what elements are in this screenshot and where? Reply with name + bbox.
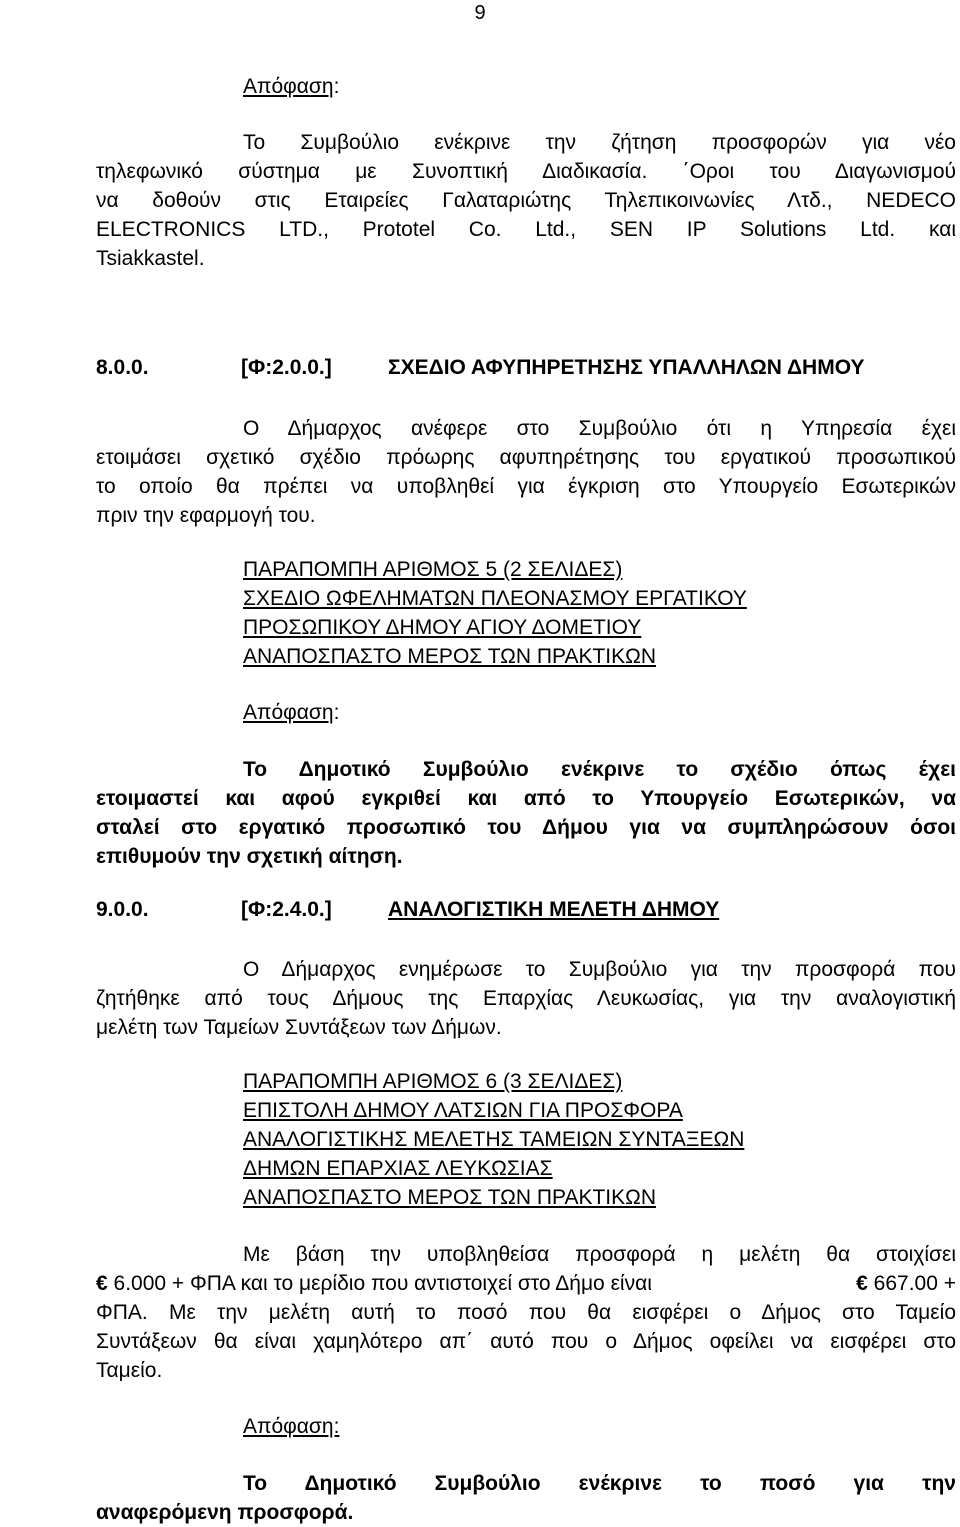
section-title: ΑΝΑΛΟΓΙΣΤΙΚΗ ΜΕΛΕΤΗ ΔΗΜΟΥ (388, 898, 720, 921)
section-body: Ο Δήμαρχος ανέφερε στο Συμβούλιο ότι η Υπηρεσία έχει ετοιμάσει σχετικό σχέδιο πρόωρης αφυπηρέτησης του εργατικού προσωπικού το οποίο θα πρέπει να υποβληθεί για έγκριση στο Υπουργείο Εσωτερικών πριν την εφαρμογή του. (96, 417, 956, 527)
section-title: ΣΧΕΔΙΟ ΑΦΥΠΗΡΕΤΗΣΗΣ ΥΠΑΛΛΗΛΩΝ ΔΗΜΟΥ (388, 356, 865, 379)
section-heading-9 (96, 898, 719, 922)
decision-label: Απόφαση: (243, 701, 340, 724)
decision-text: Το Συμβούλιο ενέκρινε την ζήτηση προσφορών για νέο τηλεφωνικό σύστημα με Συνοπτική Διαδικασία. ΄Οροι του Διαγωνισμού να δοθούν στις Εταιρείες Γαλαταριώτης Τηλεπικοινωνίες Λτδ., NEDECO ELECTRONICS LTD., Prototel Co. Ltd., SEN IP Solutions Ltd. και Tsiakkastel. (96, 131, 956, 270)
euro-symbol: € (856, 1272, 868, 1295)
reference-block: ΠΑΡΑΠΟΜΠΗ ΑΡΙΘΜΟΣ 6 (3 ΣΕΛΙΔΕΣ) ΕΠΙΣΤΟΛΗ ΔΗΜΟΥ ΛΑΤΣΙΩΝ ΓΙΑ ΠΡΟΣΦΟΡΑ ΑΝΑΛΟΓΙΣΤΙΚΗΣ ΜΕΛΕΤΗΣ ΤΑΜΕΙΩΝ ΣΥΝΤΑΞΕΩΝ ΔΗΜΩΝ ΕΠΑΡΧΙΑΣ ΛΕΥΚΩΣΙΑΣ ΑΝΑΠΟΣΠΑΣΤΟ ΜΕΡΟΣ ΤΩΝ ΠΡΑΚΤΙΚΩΝ (243, 1070, 745, 1209)
decision-text: Το Δημοτικό Συμβούλιο ενέκρινε το σχέδιο όπως έχει ετοιμαστεί και αφού εγκριθεί και από το Υπουργείο Εσωτερικών, να σταλεί στο εργατικό προσωπικό του Δήμου για να συμπληρώσουν όσοι επιθυμούν την σχετική αίτηση. (96, 758, 956, 868)
section-number: 9.0.0. (96, 898, 149, 921)
section-body: Ο Δήμαρχος ενημέρωσε το Συμβούλιο για την προσφορά που ζητήθηκε από τους Δήμους της Επαρχίας Λευκωσίας, για την αναλογιστική μελέτη των Ταμείων Συντάξεων των Δήμων. (96, 958, 956, 1039)
page-number: 9 (474, 2, 486, 24)
decision-text: Το Δημοτικό Συμβούλιο ενέκρινε το ποσό για την αναφερόμενη προσφορά. (96, 1472, 956, 1524)
offer-text: Με βάση την υποβληθείσα προσφορά η μελέτη θα στοιχίσει € 6.000 + ΦΠΑ και το μερίδιο που αντιστοιχεί στο Δήμο είναι € 667.00 + ΦΠΑ. Με την μελέτη αυτή το ποσό που θα εισφέρει ο Δήμος στο Ταμείο Συντάξεων θα είναι χαμηλότερο απ΄ αυτό που ο Δήμος οφείλει να εισφέρει στο Ταμείο. (96, 1243, 956, 1382)
decision-label: Απόφαση: (243, 75, 340, 98)
section-heading-8 (96, 356, 864, 380)
section-code: [Φ:2.4.0.] (241, 898, 332, 921)
section-code: [Φ:2.0.0.] (241, 356, 332, 379)
reference-block: ΠΑΡΑΠΟΜΠΗ ΑΡΙΘΜΟΣ 5 (2 ΣΕΛΙΔΕΣ) ΣΧΕΔΙΟ ΩΦΕΛΗΜΑΤΩΝ ΠΛΕΟΝΑΣΜΟΥ ΕΡΓΑΤΙΚΟΥ ΠΡΟΣΩΠΙΚΟΥ ΔΗΜΟΥ ΑΓΙΟΥ ΔΟΜΕΤΙΟΥ ΑΝΑΠΟΣΠΑΣΤΟ ΜΕΡΟΣ ΤΩΝ ΠΡΑΚΤΙΚΩΝ (243, 558, 747, 668)
decision-label: Απόφαση: (243, 1415, 340, 1438)
euro-symbol: € (96, 1272, 108, 1295)
section-number: 8.0.0. (96, 356, 149, 379)
